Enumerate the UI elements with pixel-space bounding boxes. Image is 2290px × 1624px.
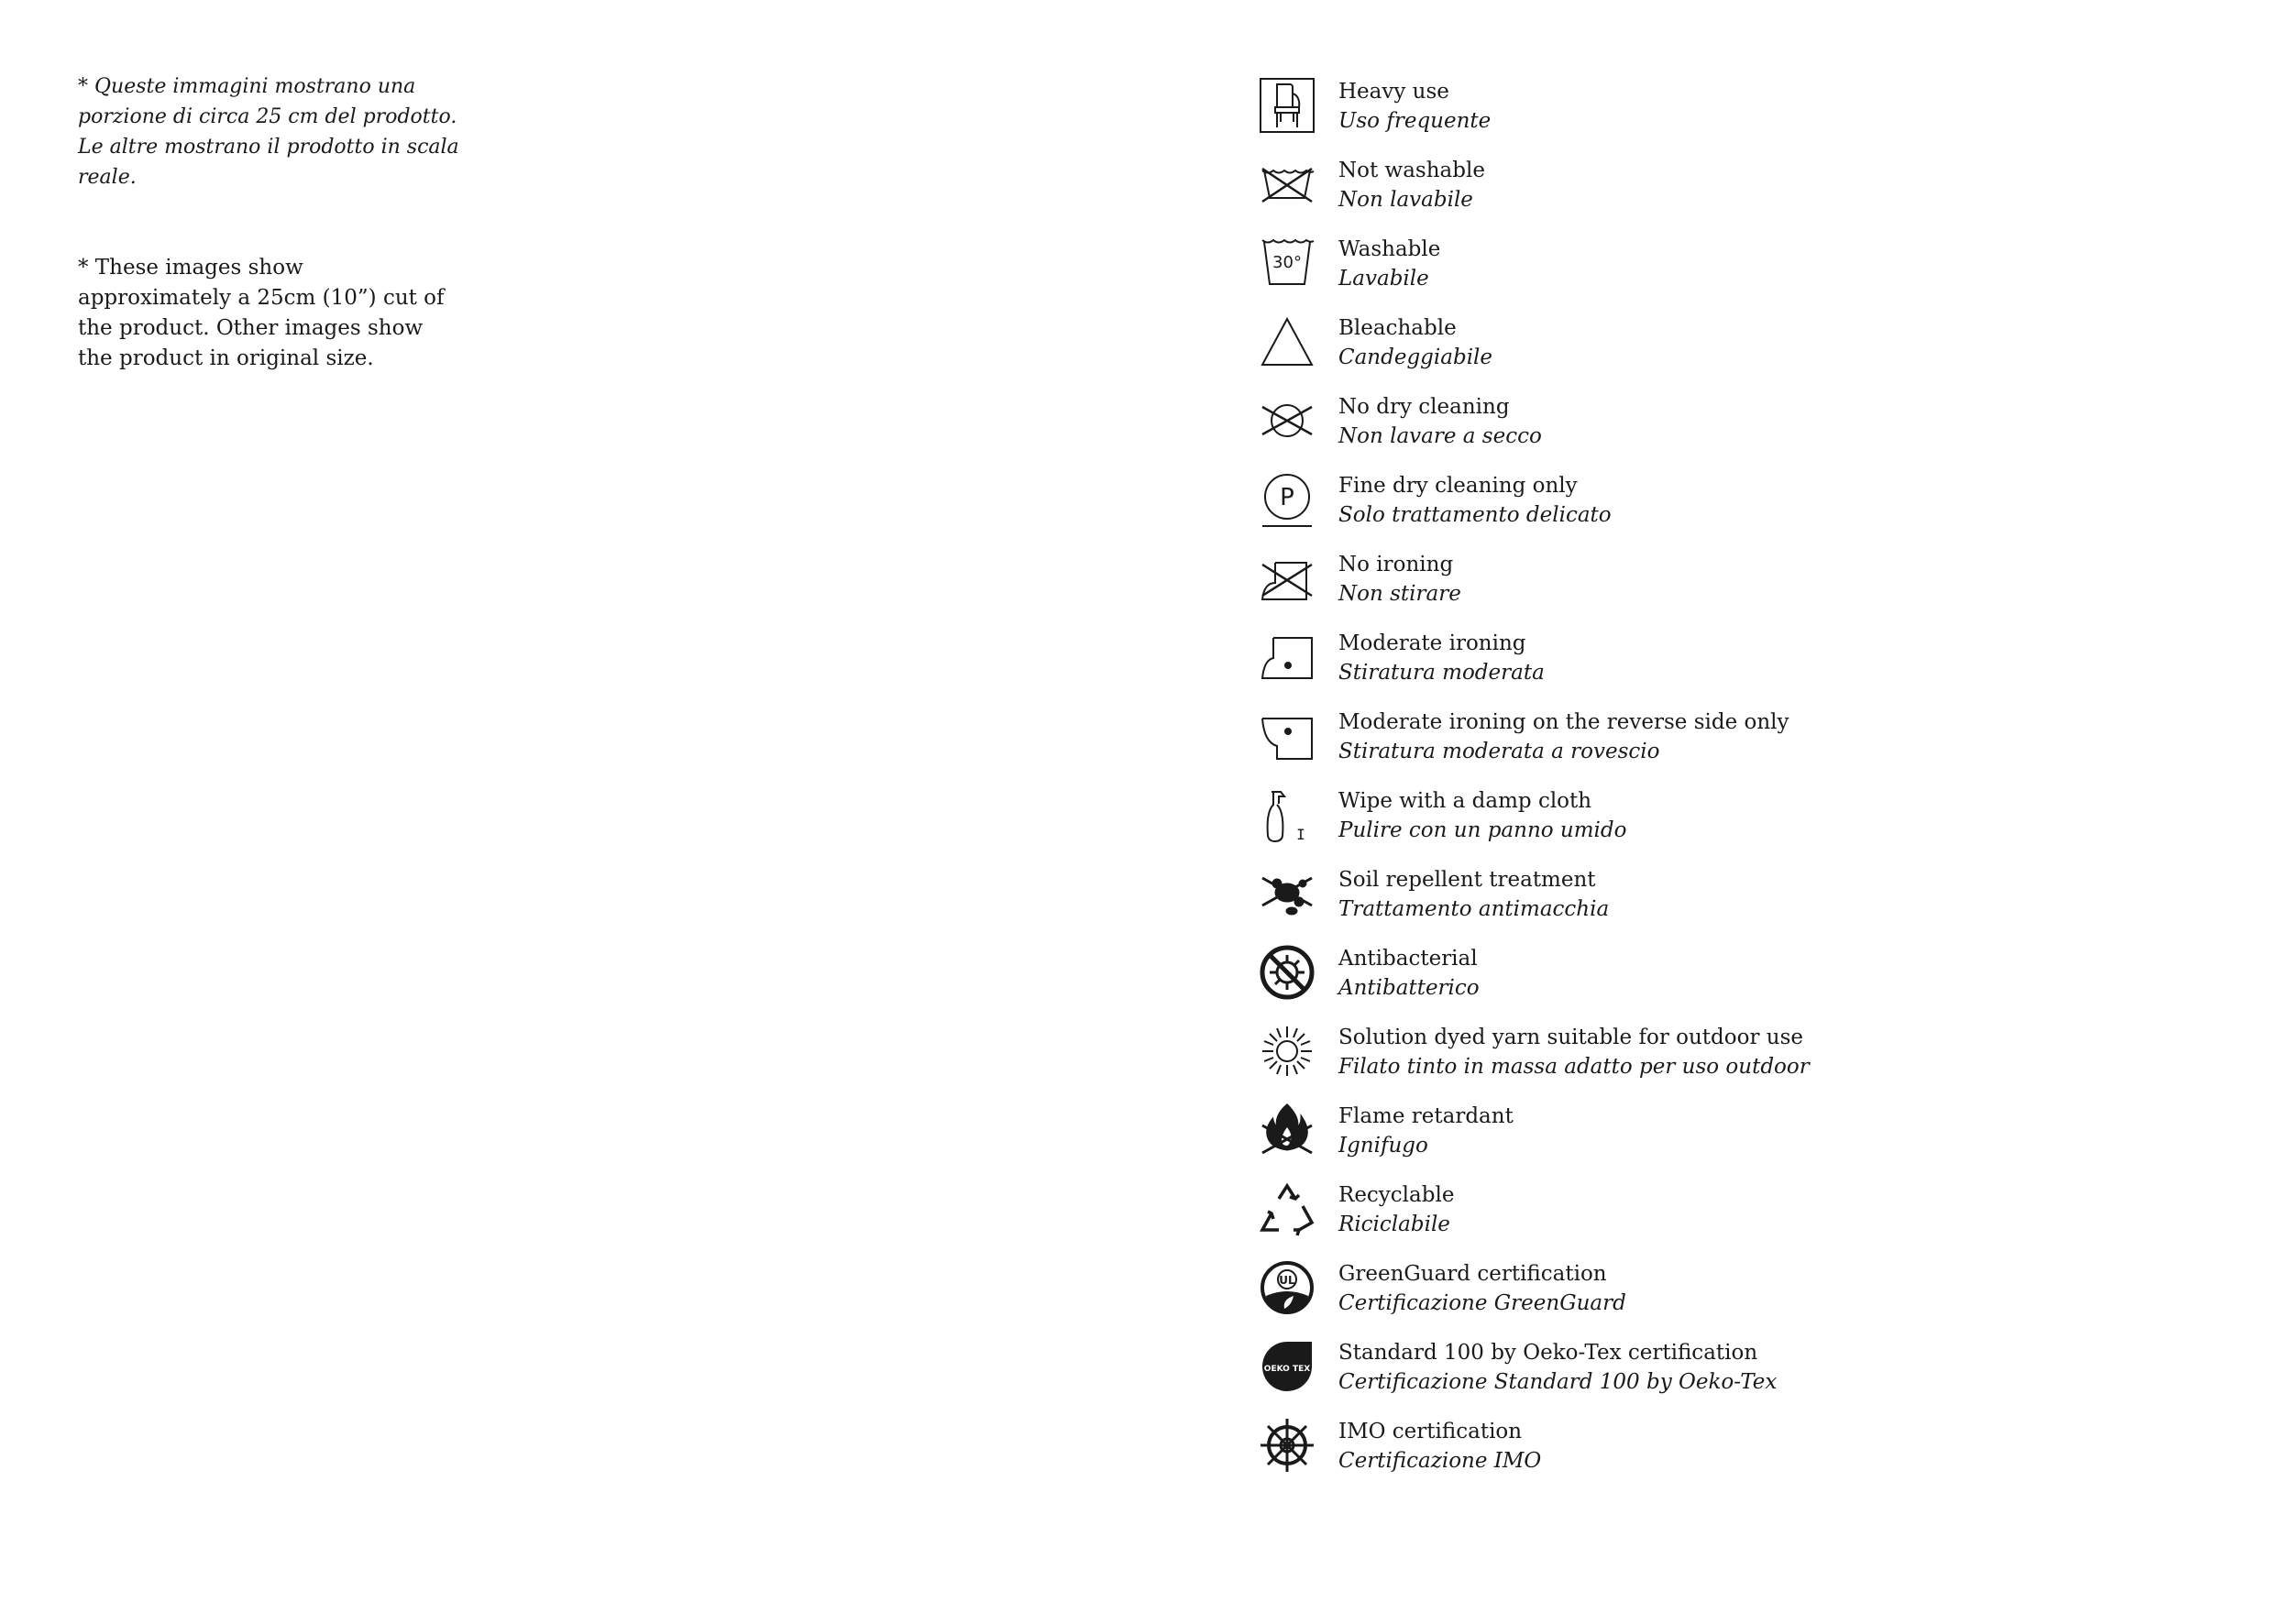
- legend-label-en: Moderate ironing on the reverse side only: [1338, 710, 1789, 734]
- oeko-tex-icon: [1259, 1338, 1316, 1395]
- no-ironing-icon: [1259, 550, 1316, 607]
- fine-dry-cleaning-p-icon: [1259, 471, 1316, 528]
- legend-label-it: Pulire con un panno umido: [1338, 818, 1627, 842]
- legend-row: [1259, 629, 2267, 702]
- legend-row: [1259, 156, 2267, 229]
- legend-label-it: Filato tinto in massa adatto per uso outdoor: [1338, 1055, 1810, 1079]
- greenguard-ul-icon: [1259, 1259, 1316, 1316]
- legend-label-en: IMO certification: [1338, 1420, 1523, 1443]
- legend-label-it: Non lavabile: [1338, 188, 1473, 212]
- legend-row: [1259, 1417, 2267, 1490]
- legend-label-it: Trattamento antimacchia: [1338, 897, 1610, 921]
- legend-label-it: Stiratura moderata a rovescio: [1338, 740, 1660, 763]
- legend-label-it: Ignifugo: [1338, 1134, 1428, 1158]
- notes-column: [78, 71, 463, 374]
- legend-row: [1259, 313, 2267, 387]
- legend-label-it: Riciclabile: [1338, 1213, 1450, 1236]
- legend-label-en: Flame retardant: [1338, 1104, 1514, 1128]
- legend-label-en: Recyclable: [1338, 1183, 1455, 1207]
- note-italian: * Queste immagini mostrano una porzione di circa 25 cm del prodotto. Le altre mostrano il prodotto in scala reale.: [78, 75, 459, 189]
- moderate-ironing-icon: [1259, 629, 1316, 686]
- legend-row: [1259, 708, 2267, 781]
- heavy-use-chair-icon: [1259, 77, 1316, 134]
- legend-label-en: No dry cleaning: [1338, 395, 1510, 419]
- legend-row: [1259, 550, 2267, 623]
- legend-label-en: Heavy use: [1338, 80, 1449, 104]
- oeko-tex-mark: OEKO TEX: [1263, 1365, 1311, 1374]
- legend-label-en: Fine dry cleaning only: [1338, 474, 1578, 498]
- not-washable-icon: [1259, 156, 1316, 213]
- wipe-mark: I: [1296, 826, 1305, 843]
- legend-label-it: Solo trattamento delicato: [1338, 503, 1612, 527]
- legend-label-it: Antibatterico: [1338, 976, 1480, 1000]
- note-english: * These images show approximately a 25cm (10”) cut of the product. Other images show the product in original size.: [78, 256, 445, 370]
- legend-label-it: Certificazione GreenGuard: [1338, 1291, 1626, 1315]
- reverse-ironing-icon: [1259, 708, 1316, 764]
- imo-wheel-icon: [1259, 1417, 1316, 1474]
- legend-row: [1259, 1338, 2267, 1411]
- legend-label-en: Solution dyed yarn suitable for outdoor use: [1338, 1026, 1803, 1049]
- legend-row: [1259, 77, 2267, 150]
- legend-row: [1259, 1023, 2267, 1096]
- legend-label-it: Candeggiabile: [1338, 346, 1493, 369]
- legend-label-en: GreenGuard certification: [1338, 1262, 1607, 1286]
- recycle-icon: [1259, 1180, 1316, 1237]
- legend-label-en: Bleachable: [1338, 316, 1457, 340]
- legend-label-it: Non lavare a secco: [1338, 424, 1542, 448]
- legend-row: [1259, 1102, 2267, 1175]
- legend-label-en: Soil repellent treatment: [1338, 868, 1596, 892]
- legend-label-en: Washable: [1338, 237, 1441, 261]
- soil-repellent-icon: [1259, 865, 1316, 922]
- legend-label-en: Not washable: [1338, 159, 1485, 182]
- legend-row: [1259, 865, 2267, 938]
- legend-row: [1259, 235, 2267, 308]
- legend-row: [1259, 944, 2267, 1017]
- dry-clean-letter: P: [1280, 484, 1294, 511]
- legend-row: [1259, 392, 2267, 466]
- antibacterial-icon: [1259, 944, 1316, 1001]
- legend-row: [1259, 786, 2267, 860]
- legend-label-it: Non stirare: [1338, 582, 1461, 606]
- bleachable-triangle-icon: [1259, 313, 1316, 370]
- spray-bottle-icon: [1259, 786, 1316, 843]
- legend-label-en: Antibacterial: [1338, 947, 1478, 971]
- legend-label-en: Moderate ironing: [1338, 631, 1526, 655]
- legend-label-en: Standard 100 by Oeko-Tex certification: [1338, 1341, 1758, 1365]
- legend-label-en: Wipe with a damp cloth: [1338, 789, 1592, 813]
- washable-30-icon: [1259, 235, 1316, 291]
- legend-row: [1259, 1180, 2267, 1254]
- legend-row: [1259, 471, 2267, 544]
- wash-temperature: 30°: [1272, 253, 1302, 272]
- legend-label-it: Certificazione IMO: [1338, 1449, 1542, 1473]
- legend-label-it: Certificazione Standard 100 by Oeko-Tex: [1338, 1370, 1778, 1394]
- legend-row: [1259, 1259, 2267, 1333]
- no-dry-cleaning-icon: [1259, 392, 1316, 449]
- legend-label-it: Lavabile: [1338, 267, 1429, 291]
- sun-icon: [1259, 1023, 1316, 1080]
- legend-label-it: Uso frequente: [1338, 109, 1492, 133]
- flame-retardant-icon: [1259, 1102, 1316, 1158]
- ul-mark: UL: [1279, 1274, 1295, 1287]
- legend-label-it: Stiratura moderata: [1338, 661, 1545, 685]
- legend-label-en: No ironing: [1338, 553, 1454, 576]
